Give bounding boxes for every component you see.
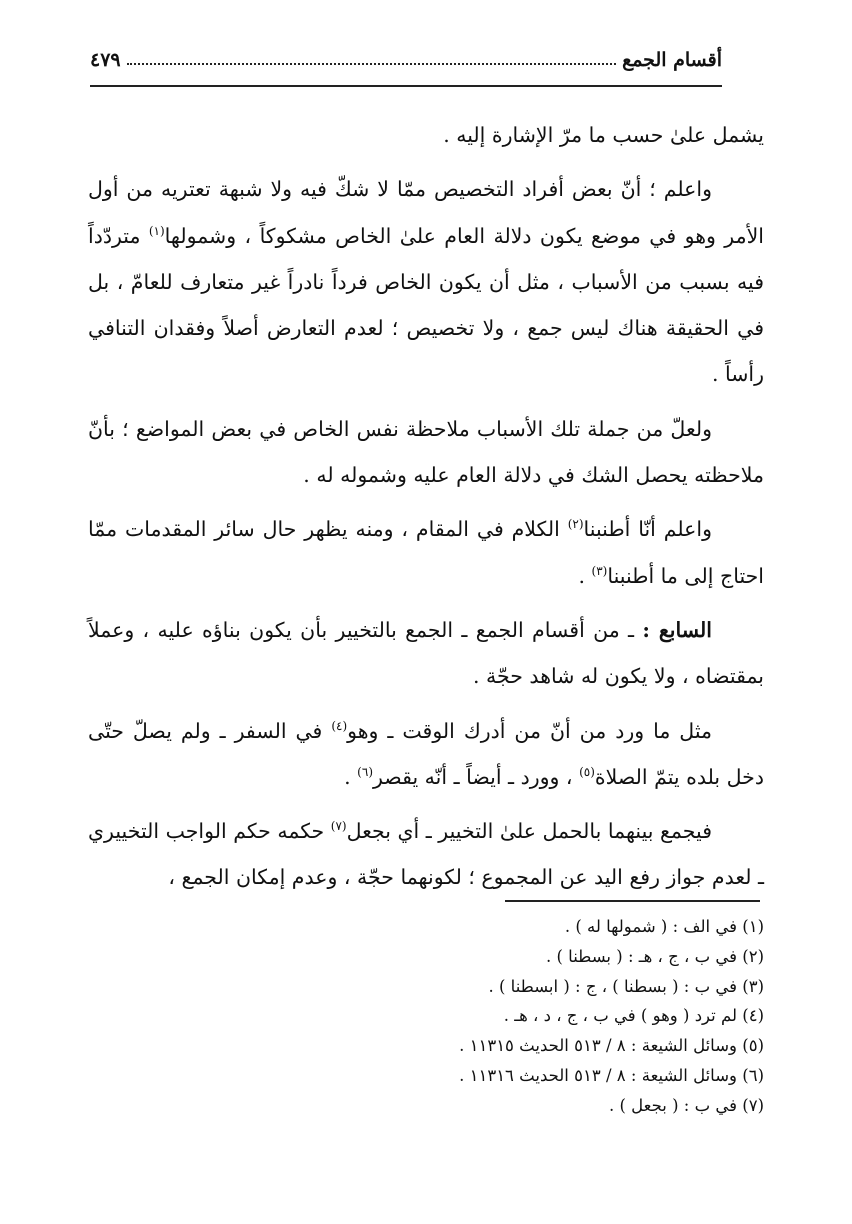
paragraph-7: [88, 808, 764, 901]
paragraph-1: يشمل علىٰ حسب ما مرّ الإشارة إليه .: [443, 123, 764, 147]
header-title: أقسام الجمع: [622, 49, 722, 71]
footnote-ref-3: (٣): [591, 563, 608, 578]
paragraph-2: [88, 166, 764, 397]
footnote-2: (٢) في ب ، ج ، هـ : ( بسطنا ) .: [546, 946, 764, 966]
footnote-5: (٥) وسائل الشيعة : ٨ / ٥١٣ الحديث ١١٣١٥ .: [459, 1036, 764, 1056]
main-text: [88, 112, 764, 901]
footnote-ref-4: (٤): [331, 718, 348, 733]
paragraph-5-rest: ـ من أقسام الجمع ـ الجمع بالتخيير بأن يكون بناؤه عليه ، وعملاً بمقتضاه ، ولا يكون له شاهد حجّة .: [88, 617, 764, 689]
footnote-ref-1: (١): [148, 223, 165, 238]
footnote-ref-2: (٢): [567, 517, 584, 532]
header-dot-leader: [127, 63, 616, 65]
footnote-4: (٤) لم ترد ( وهو ) في ب ، ج ، د ، هـ .: [503, 1006, 764, 1026]
paragraph-4-part-a: واعلم أنّا أطنبنا: [583, 517, 712, 542]
footnote-7: (٧) في ب : ( بجعل ) .: [608, 1095, 764, 1115]
footnote-separator: [505, 900, 760, 902]
page-number: ٤٧٩: [90, 49, 121, 71]
footnote-6: (٦) وسائل الشيعة : ٨ / ٥١٣ الحديث ١١٣١٦ .: [459, 1065, 764, 1085]
paragraph-4: [88, 506, 764, 599]
running-header: [90, 40, 722, 80]
paragraph-3: ولعلّ من جملة تلك الأسباب ملاحظة نفس الخاص في بعض المواضع ؛ بأنّ ملاحظته يحصل الشك في دلالة العام عليه وشموله له .: [88, 416, 764, 488]
paragraph-6-part-b: في السفر ـ ولم يصلّ حتّى دخل بلده يتمّ الصلاة: [88, 718, 764, 789]
paragraph-6-part-c: ، وورد ـ أيضاً ـ أنّه يقصر: [373, 764, 580, 789]
footnotes: [88, 912, 764, 1121]
footnote-ref-6: (٦): [357, 765, 373, 780]
paragraph-2-part-b: متردّداً فيه بسبب من الأسباب ، مثل أن يكون الخاص فرداً نادراً غير متعارف للعامّ ، بل في الحقيقة هناك ليس جمع ، ولا تخصيص ؛ لعدم التعارض أصلاً وفقدان التنافي رأساً .: [88, 223, 764, 387]
footnote-3: (٣) في ب : ( بسطنا ) ، ج : ( ابسطنا ) .: [488, 976, 764, 996]
paragraph-6: [88, 708, 764, 801]
footnote-ref-7: (٧): [330, 819, 347, 834]
footnote-ref-5: (٥): [579, 765, 595, 780]
section-label: السابع :: [642, 617, 712, 642]
paragraph-7-part-b: حكمه حكم الواجب التخييري ـ لعدم جواز رفع اليد عن المجموع ؛ لكونهما حجّة ، وعدم إمكان الجمع ،: [88, 819, 764, 890]
footnote-1: (١) في الف : ( شمولها له ) .: [564, 917, 764, 936]
paragraph-4-part-c: .: [578, 563, 592, 588]
paragraph-2-part-a: واعلم ؛ أنّ بعض أفراد التخصيص ممّا لا شكّ فيه ولا شبهة تعتريه من أول الأمر وهو في موضع يكون دلالة العام علىٰ الخاص مشكوكاً ، وشمولها: [88, 177, 764, 248]
paragraph-6-part-a: مثل ما ورد من أنّ من أدرك الوقت ـ وهو: [347, 718, 712, 743]
paragraph-5: [88, 607, 764, 700]
paragraph-4-part-b: الكلام في المقام ، ومنه يظهر حال سائر المقدمات ممّا احتاج إلى ما أطنبنا: [88, 517, 764, 588]
header-rule: [90, 85, 722, 87]
paragraph-6-part-d: .: [344, 764, 358, 789]
paragraph-7-part-a: فيجمع بينهما بالحمل علىٰ التخيير ـ أي بجعل: [346, 819, 712, 844]
